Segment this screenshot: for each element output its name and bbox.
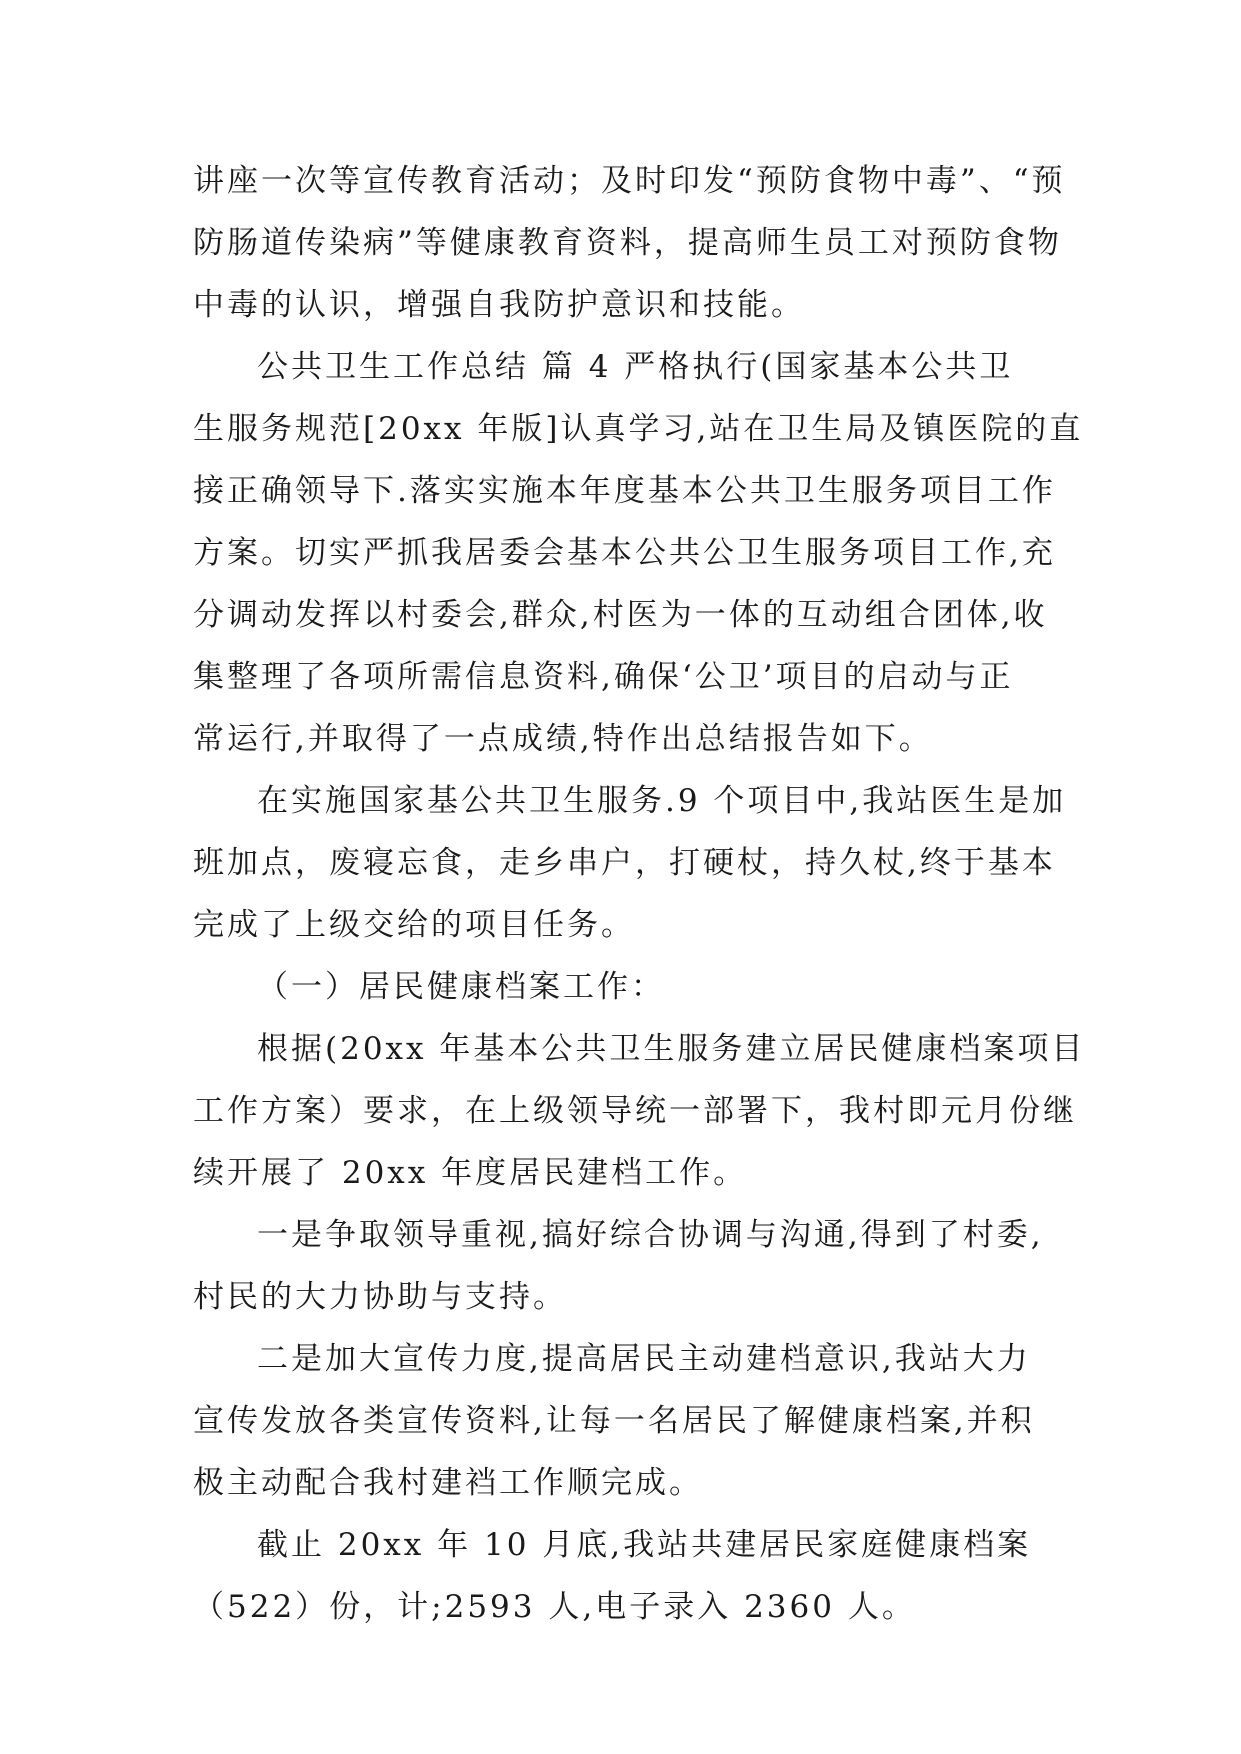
text-line: 班加点，废寝忘食，走乡串户，打硬杖，持久杖,终于基本 bbox=[193, 845, 1056, 881]
text-line: 完成了上级交给的项目任务。 bbox=[193, 907, 635, 943]
text-line: 公共卫生工作总结 篇 4 严格执行(国家基本公共卫 bbox=[257, 349, 1014, 385]
text-line: 方案。切实严抓我居委会基本公共公卫生服务项目工作,充 bbox=[193, 535, 1056, 571]
text-line: 中毒的认识，增强自我防护意识和技能。 bbox=[193, 287, 805, 323]
text-line: 防肠道传染病”等健康教育资料，提高师生员工对预防食物 bbox=[193, 225, 1062, 261]
text-line: 极主动配合我村建裆工作顺完成。 bbox=[193, 1465, 703, 1501]
text-line: 常运行,并取得了一点成绩,特作出总结报告如下。 bbox=[193, 721, 933, 757]
text-line: 集整理了各项所需信息资料,确保‘公卫’项目的启动与正 bbox=[193, 659, 1014, 695]
text-line: 村民的大力协助与支持。 bbox=[193, 1279, 567, 1315]
text-line: 一是争取领导重视,搞好综合协调与沟通,得到了村委, bbox=[257, 1217, 1044, 1253]
text-line: 二是加大宣传力度,提高居民主动建档意识,我站大力 bbox=[257, 1341, 1031, 1377]
text-line: 讲座一次等宣传教育活动；及时印发“预防食物中毒”、“预 bbox=[193, 163, 1066, 199]
text-line: 分调动发挥以村委会,群众,村医为一体的互动组合团体,收 bbox=[193, 597, 1048, 633]
text-line: 宣传发放各类宣传资料,让每一名居民了解健康档案,并积 bbox=[193, 1403, 1035, 1439]
text-line: 在实施国家基公共卫生服务.9 个项目中,我站医生是加 bbox=[257, 783, 1067, 819]
text-line: 生服务规范[20xx 年版]认真学习,站在卫生局及镇医院的直 bbox=[193, 411, 1084, 447]
text-line: 接正确领导下.落实实施本年度基本公共卫生服务项目工作 bbox=[193, 473, 1056, 509]
text-line: 工作方案）要求，在上级领导统一部署下，我村即元月份继 bbox=[193, 1093, 1077, 1129]
document-body bbox=[193, 150, 1086, 1638]
text-line: （一）居民健康档案工作： bbox=[257, 969, 665, 1005]
text-line: 根据(20xx 年基本公共卫生服务建立居民健康档案项目 bbox=[257, 1031, 1086, 1067]
text-line: 续开展了 20xx 年度居民建档工作。 bbox=[193, 1155, 748, 1191]
text-line: （522）份，计;2593 人,电子录入 2360 人。 bbox=[193, 1589, 916, 1625]
text-line: 截止 20xx 年 10 月底,我站共建居民家庭健康档案 bbox=[257, 1527, 1032, 1563]
